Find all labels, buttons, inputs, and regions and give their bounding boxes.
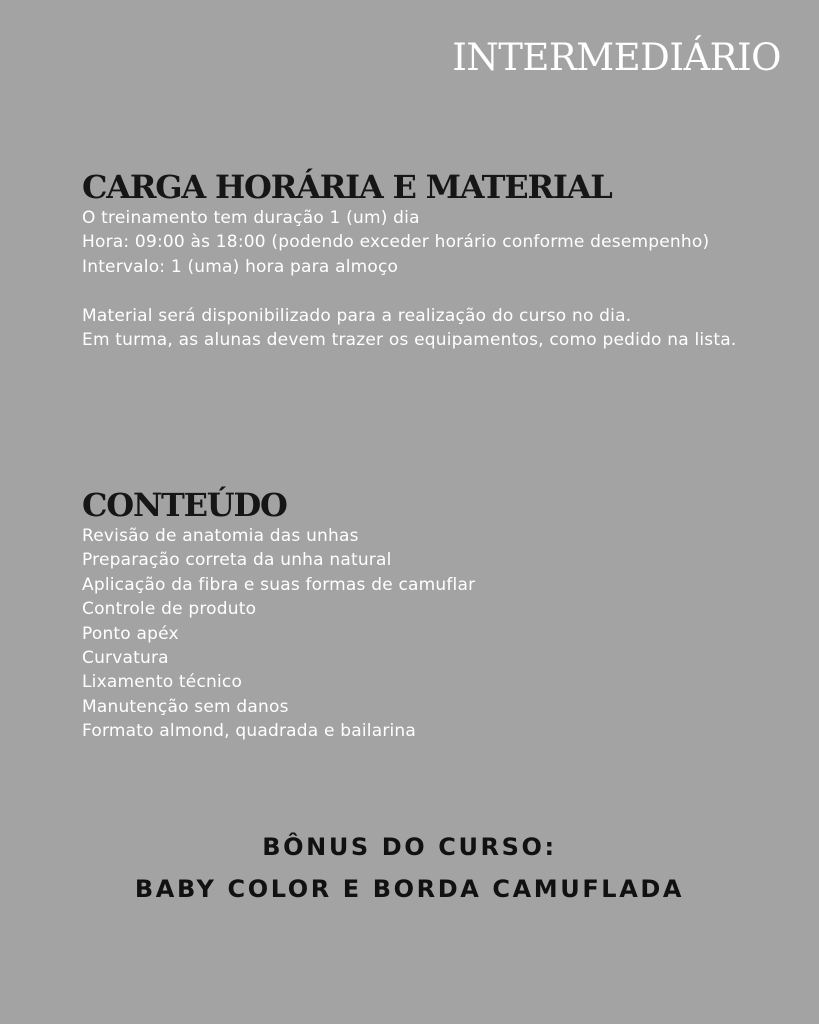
paragraph-gap [82,279,759,303]
conteudo-section [82,486,759,744]
conteudo-heading: CONTEÚDO [82,486,287,524]
conteudo-item: Curvatura [82,648,169,669]
conteudo-item: Manutenção sem danos [82,696,289,717]
carga-line: Intervalo: 1 (uma) hora para almoço [82,256,399,277]
material-line: Material será disponibilizado para a realização do curso no dia. [82,305,632,326]
conteudo-item: Lixamento técnico [82,672,243,693]
conteudo-item: Preparação correta da unha natural [82,550,392,571]
bonus-subtitle: BABY COLOR E BORDA CAMUFLADA [134,875,685,903]
carga-section [82,168,759,352]
material-line: Em turma, as alunas devem trazer os equipamentos, como pedido na lista. [82,330,737,351]
carga-heading: CARGA HORÁRIA E MATERIAL [82,168,612,206]
page-title: INTERMEDIÁRIO [452,36,781,79]
bonus-block [0,826,819,910]
conteudo-item: Formato almond, quadrada e bailarina [82,721,417,742]
conteudo-item: Controle de produto [82,599,257,620]
carga-line: Hora: 09:00 às 18:00 (podendo exceder horário conforme desempenho) [82,232,710,253]
conteudo-item: Ponto apéx [82,623,179,644]
conteudo-item: Revisão de anatomia das unhas [82,526,359,546]
carga-line: O treinamento tem duração 1 (um) dia [82,208,420,228]
conteudo-item: Aplicação da fibra e suas formas de camuflar [82,574,476,595]
bonus-title: BÔNUS DO CURSO: [262,833,557,861]
